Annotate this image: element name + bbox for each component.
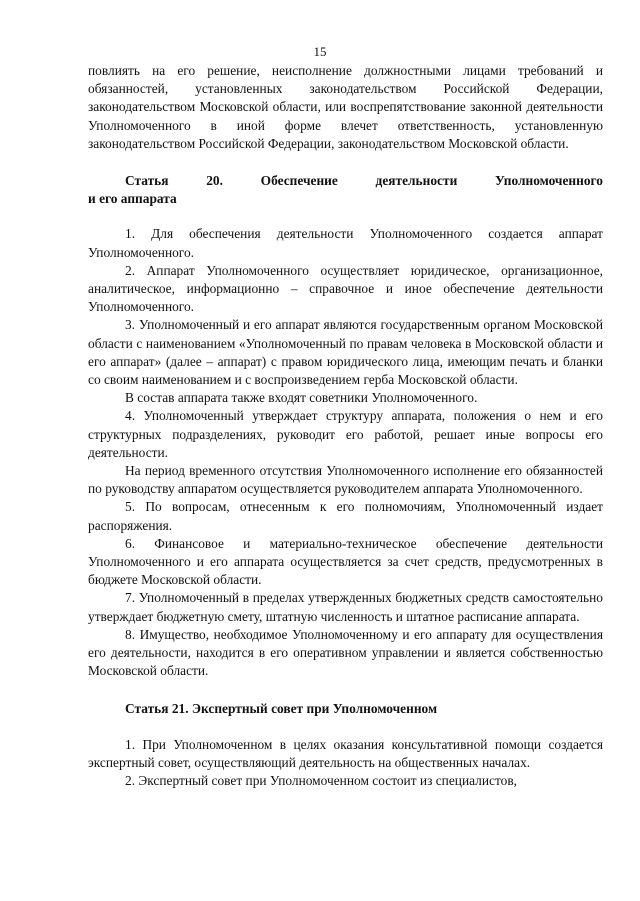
article-21-paragraph: 1. При Уполномоченном в целях оказания консультативной помощи создается экспертный совет, осуществляющий деятельность на общественных началах. bbox=[88, 736, 603, 770]
article-20-heading bbox=[88, 172, 603, 208]
article-21-heading: Статья 21. Экспертный совет при Уполномоченном bbox=[125, 700, 438, 716]
article-21-paragraph: 2. Экспертный совет при Уполномоченном состоит из специалистов, bbox=[125, 773, 518, 789]
intro-paragraph: повлиять на его решение, неисполнение должностными лицами требований и обязанностей, установленных законодательством Российской Федерации, законодательством Московской области, или воспрепятствование законной деятельности Уполномоченного в иной форме влечет ответственность, установленную законодательством Российской Федерации, законодательством Московской области. bbox=[88, 63, 603, 151]
article-20-paragraph: 1. Для обеспечения деятельности Уполномоченного создается аппарат Уполномоченного. bbox=[88, 226, 603, 260]
article-20-paragraph: 5. По вопросам, отнесенным к его полномочиям, Уполномоченный издает распоряжения. bbox=[88, 499, 603, 533]
article-20-paragraph: В состав аппарата также входят советники Уполномоченного. bbox=[125, 390, 478, 406]
article-20-paragraph: 6. Финансовое и материально-техническое обеспечение деятельности Уполномоченного и его аппарата осуществляется за счет средств, предусмотренных в бюджете Московской области. bbox=[88, 535, 603, 588]
article-20-paragraph: 4. Уполномоченный утверждает структуру аппарата, положения о нем и его структурных подразделениях, руководит его работой, решает иные вопросы его деятельности. bbox=[88, 408, 603, 460]
article-20-paragraph: 8. Имущество, необходимое Уполномоченному и его аппарату для осуществления его деятельности, находится в его оперативном управлении и является собственностью Московской области. bbox=[88, 626, 603, 679]
article-20-paragraph: 7. Уполномоченный в пределах утвержденных бюджетных средств самостоятельно утверждает бюджетную смету, штатную численность и штатное расписание аппарата. bbox=[88, 590, 603, 624]
article-20-paragraph: 2. Аппарат Уполномоченного осуществляет юридическое, организационное, аналитическое, информационно – справочное и иное обеспечение деятельности Уполномоченного. bbox=[88, 262, 603, 315]
article-20-heading-line1: Статья 20. Обеспечение деятельности Уполномоченного bbox=[125, 173, 603, 189]
article-20-paragraph: На период временного отсутствия Уполномоченного исполнение его обязанностей по руководству аппаратом осуществляется руководителем аппарата Уполномоченного. bbox=[88, 463, 603, 497]
article-20-heading-line2: и его аппарата bbox=[88, 191, 177, 207]
page-content bbox=[88, 62, 603, 790]
article-20-paragraph: 3. Уполномоченный и его аппарат являются государственным органом Московской области с наименованием «Уполномоченный по правам человека в Московской области и его аппарат» (далее – аппарат) с правом юридического лица, имеющим печать и бланки со своим наименованием и с воспроизведением герба Московской области. bbox=[88, 317, 603, 388]
page-number: 15 bbox=[313, 44, 327, 59]
